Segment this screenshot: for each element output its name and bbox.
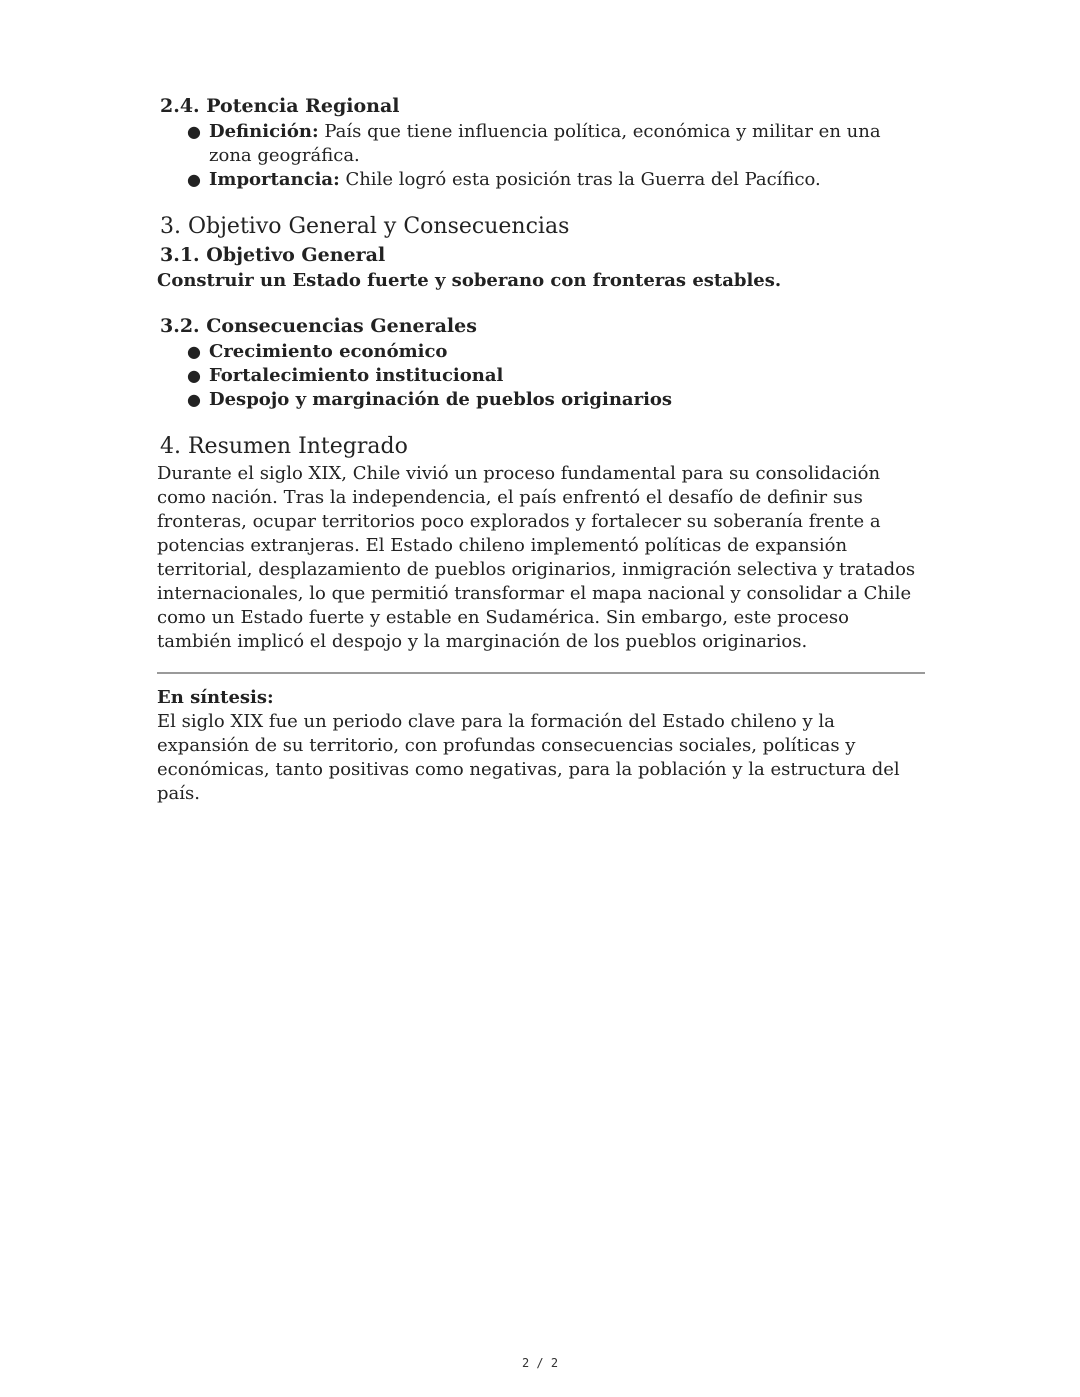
objective-text: Construir un Estado fuerte y soberano con fronteras estables. xyxy=(157,270,782,291)
list-item: ● Fortalecimiento institucional xyxy=(187,365,504,386)
list-item-definicion xyxy=(187,120,925,168)
summary-paragraph: Durante el siglo XIX, Chile vivió un proceso fundamental para su consolidación como nación. Tras la independencia, el país enfrentó el desafío de definir sus fronteras, ocupar territorios poco explorados y fortalecer su soberanía frente a potencias extranjeras. El Estado chileno implementó políticas de expansión territorial, desplazamiento de pueblos originarios, inmigración selectiva y tratados internacionales, lo que permitió transformar el mapa nacional y consolidar a Chile como un Estado fuerte y estable en Sudamérica. Sin embargo, este proceso también implicó el despojo y la marginación de los pueblos originarios. xyxy=(157,463,916,652)
list-item: ● Despojo y marginación de pueblos originarios xyxy=(187,389,673,410)
heading-2-4: 2.4. Potencia Regional xyxy=(160,95,400,117)
bullet-icon: ● xyxy=(187,122,201,141)
list-item: ● Crecimiento económico xyxy=(187,341,448,362)
list-2-4 xyxy=(157,120,925,192)
bullet-icon: ● xyxy=(187,342,201,361)
document-page xyxy=(157,93,925,806)
heading-3-1: 3.1. Objetivo General xyxy=(160,244,386,266)
bullet-icon: ● xyxy=(187,170,201,189)
synthesis-paragraph: El siglo XIX fue un periodo clave para la formación del Estado chileno y la expansión de su territorio, con profundas consecuencias sociales, políticas y económicas, tanto positivas como negativas, para la población y la estructura del país. xyxy=(157,711,900,804)
heading-4: 4. Resumen Integrado xyxy=(160,434,408,459)
list-item-importancia xyxy=(187,168,925,192)
term-text: Chile logró esta posición tras la Guerra del Pacífico. xyxy=(339,169,821,190)
page-indicator: 2 / 2 xyxy=(521,1356,559,1370)
list-3-2 xyxy=(157,340,925,412)
bullet-icon: ● xyxy=(187,366,201,385)
heading-3: 3. Objetivo General y Consecuencias xyxy=(160,214,570,239)
section-divider xyxy=(157,672,925,674)
synthesis-label: En síntesis: xyxy=(157,687,274,708)
term-label: Definición: xyxy=(209,121,319,142)
term-label: Importancia: xyxy=(209,169,340,190)
term-text: País que tiene influencia política, económica y militar en una zona geográfica. xyxy=(209,121,881,166)
bullet-icon: ● xyxy=(187,390,201,409)
heading-3-2: 3.2. Consecuencias Generales xyxy=(160,315,477,337)
